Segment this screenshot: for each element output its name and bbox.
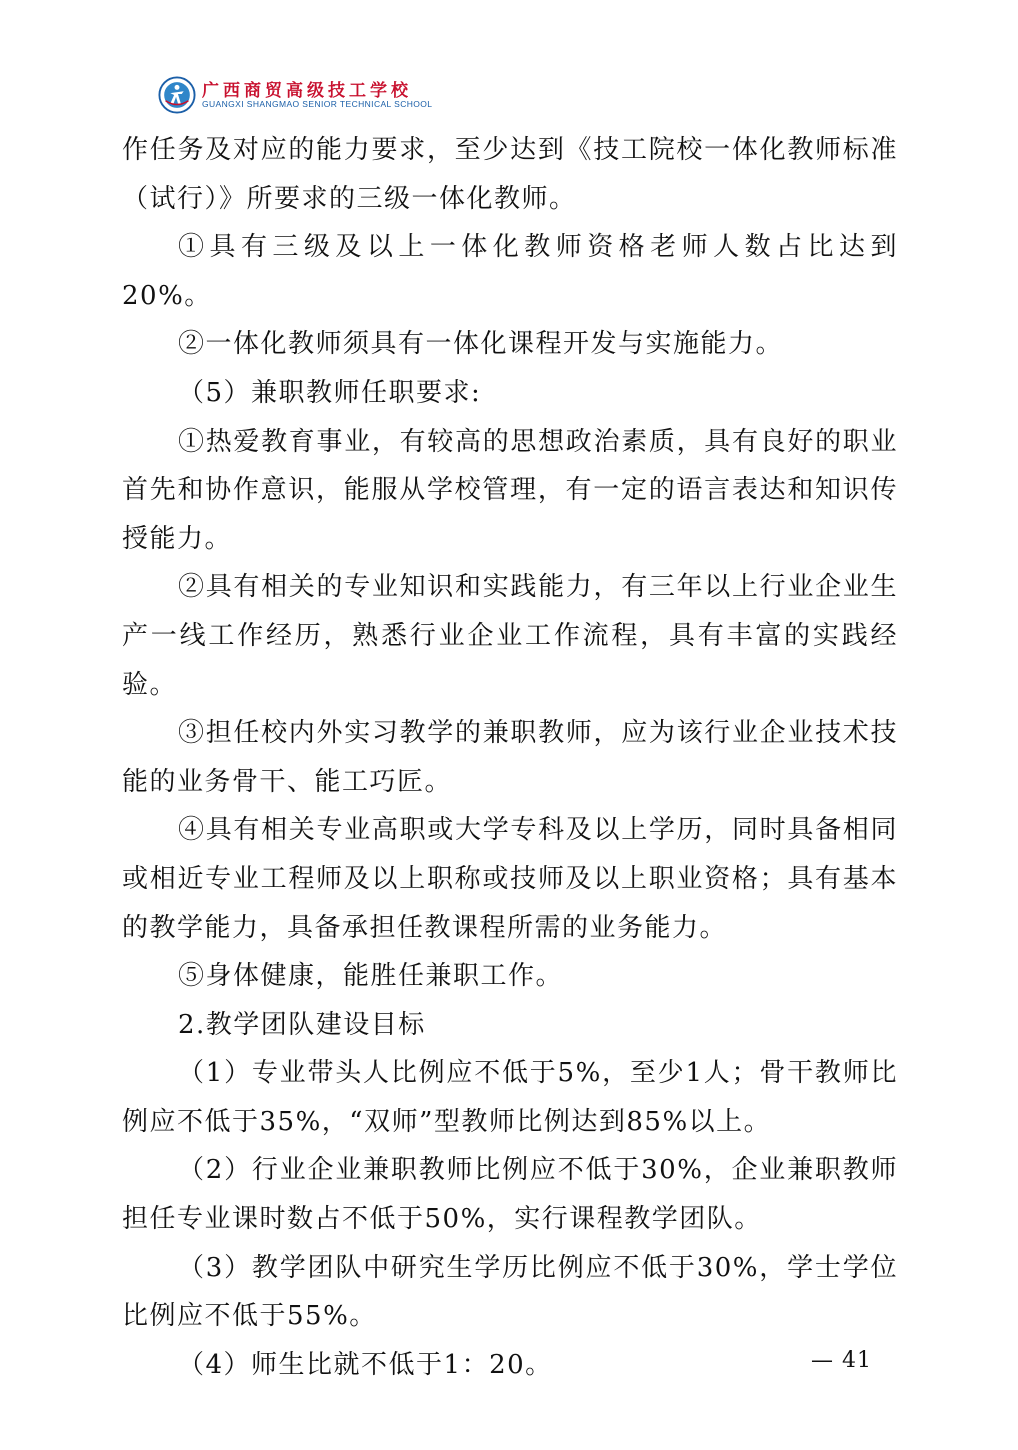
paragraph: ⑤身体健康，能胜任兼职工作。	[178, 961, 564, 992]
page-header	[158, 74, 478, 116]
section-heading: 2.教学团队建设目标	[178, 1009, 426, 1040]
paragraph: （3）教学团队中研究生学历比例应不低于30%，学士学位比例应不低于55%。	[122, 1252, 898, 1332]
section-heading: （5）兼职教师任职要求:	[178, 377, 482, 408]
paragraph: ②具有相关的专业知识和实践能力，有三年以上行业企业生产一线工作经历，熟悉行业企业工作流程，具有丰富的实践经验。	[122, 572, 898, 700]
school-emblem-icon	[158, 76, 196, 114]
school-name-en: GUANGXI SHANGMAO SENIOR TECHNICAL SCHOOL	[202, 99, 433, 109]
paragraph: （2）行业企业兼职教师比例应不低于30%，企业兼职教师担任专业课时数占不低于50%，实行课程教学团队。	[122, 1155, 898, 1235]
paragraph: ①具有三级及以上一体化教师资格老师人数占比达到20%。	[122, 232, 898, 311]
paragraph: （1）专业带头人比例应不低于5%，至少1人；骨干教师比例应不低于35%，“双师”型教师比例达到85%以上。	[122, 1058, 898, 1137]
paragraph: ①热爱教育事业，有较高的思想政治素质，具有良好的职业首先和协作意识，能服从学校管理，有一定的语言表达和知识传授能力。	[122, 426, 898, 554]
document-body	[122, 126, 898, 1389]
paragraph: 作任务及对应的能力要求，至少达到《技工院校一体化教师标准（试行）》所要求的三级一体化教师。	[122, 135, 898, 214]
paragraph: （4）师生比就不低于1：20。	[178, 1349, 553, 1380]
paragraph: ④具有相关专业高职或大学专科及以上学历，同时具备相同或相近专业工程师及以上职称或技师及以上职业资格；具有基本的教学能力，具备承担任教课程所需的业务能力。	[122, 815, 898, 943]
school-name-cn: 广西商贸高级技工学校	[202, 81, 412, 101]
paragraph: ③担任校内外实习教学的兼职教师，应为该行业企业技术技能的业务骨干、能工巧匠。	[122, 718, 898, 797]
paragraph: ②一体化教师须具有一体化课程开发与实施能力。	[178, 329, 784, 360]
page-number: — 41	[811, 1348, 872, 1373]
